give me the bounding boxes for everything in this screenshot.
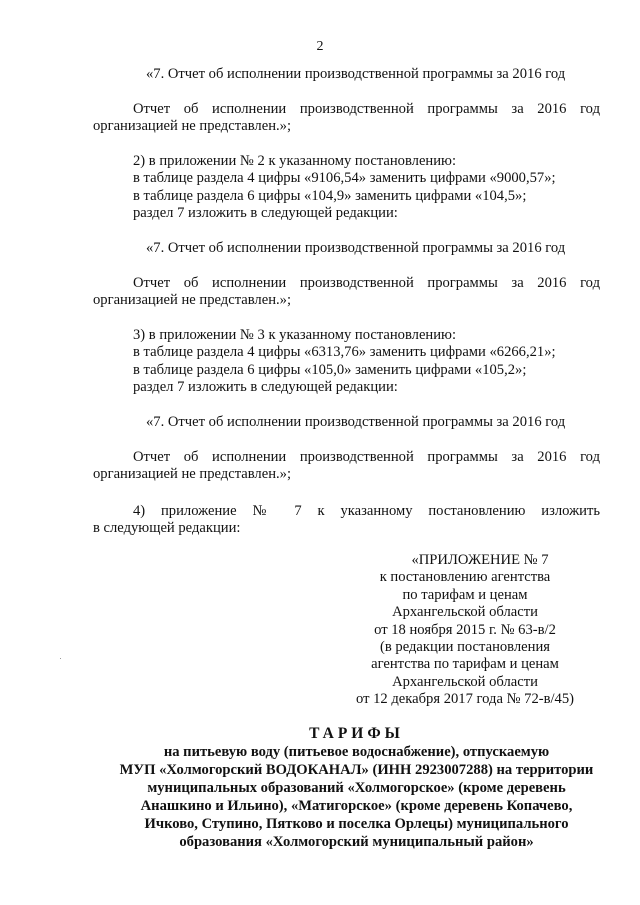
paragraph-line: Отчет об исполнении производственной программы за 2016 год bbox=[133, 449, 600, 465]
item-line: в таблице раздела 4 цифры «9106,54» заменить цифрами «9000,57»; bbox=[133, 170, 556, 187]
paragraph-line: организацией не представлен.»; bbox=[93, 118, 292, 135]
item-line: раздел 7 изложить в следующей редакции: bbox=[133, 205, 398, 222]
item-line: раздел 7 изложить в следующей редакции: bbox=[133, 379, 398, 396]
item-line: в таблице раздела 6 цифры «105,0» заменить цифрами «105,2»; bbox=[133, 361, 527, 378]
paragraph-line: 4) приложение № 7 к указанному постановлению изложить bbox=[133, 503, 600, 519]
appendix-line: Архангельской области bbox=[392, 604, 538, 621]
tariff-heading: ТАРИФЫ bbox=[309, 725, 404, 742]
appendix-block bbox=[330, 552, 600, 709]
appendix-line: (в редакции постановления bbox=[380, 639, 550, 656]
item-3 bbox=[93, 327, 600, 397]
section-paragraph-3 bbox=[93, 449, 600, 484]
paragraph-line: Отчет об исполнении производственной программы за 2016 год bbox=[133, 275, 600, 291]
appendix-title: «ПРИЛОЖЕНИЕ № 7 bbox=[411, 552, 549, 568]
paragraph-line: организацией не представлен.»; bbox=[93, 466, 292, 483]
appendix-line: агентства по тарифам и ценам bbox=[371, 656, 559, 673]
title-line: Анашкино и Ильино), «Матигорское» (кроме деревень Копачево, bbox=[140, 798, 573, 814]
paragraph-line: Отчет об исполнении производственной программы за 2016 год bbox=[133, 101, 600, 117]
title-line: Ичково, Ступино, Пятково и поселка Орлецы) муниципального bbox=[144, 816, 569, 832]
item-2 bbox=[93, 153, 600, 223]
appendix-line: Архангельской области bbox=[392, 673, 538, 690]
item-line: в таблице раздела 4 цифры «6313,76» заменить цифрами «6266,21»; bbox=[133, 344, 556, 361]
section-heading-3: «7. Отчет об исполнении производственной программы за 2016 год bbox=[146, 414, 566, 430]
tariff-title-block bbox=[93, 725, 620, 851]
section-paragraph-2 bbox=[93, 275, 600, 310]
item-intro: 2) в приложении № 2 к указанному постановлению: bbox=[133, 153, 457, 169]
appendix-line: по тарифам и ценам bbox=[402, 586, 528, 603]
item-line: в таблице раздела 6 цифры «104,9» заменить цифрами «104,5»; bbox=[133, 187, 527, 204]
section-heading-1: «7. Отчет об исполнении производственной программы за 2016 год bbox=[146, 66, 566, 82]
item-intro: 3) в приложении № 3 к указанному постановлению: bbox=[133, 327, 457, 343]
section-heading-2: «7. Отчет об исполнении производственной программы за 2016 год bbox=[146, 240, 566, 256]
appendix-line: от 12 декабря 2017 года № 72-в/45) bbox=[355, 691, 574, 708]
paragraph-line: в следующей редакции: bbox=[93, 520, 241, 537]
scan-mark bbox=[60, 658, 61, 659]
appendix-line: от 18 ноября 2015 г. № 63-в/2 bbox=[374, 621, 556, 638]
paragraph-line: организацией не представлен.»; bbox=[93, 292, 292, 309]
title-line: МУП «Холмогорский ВОДОКАНАЛ» (ИНН 2923007288) на территории bbox=[119, 762, 594, 778]
title-line: на питьевую воду (питьевое водоснабжение), отпускаемую bbox=[163, 744, 550, 760]
page-number: 2 bbox=[316, 39, 324, 54]
title-line: муниципальных образований «Холмогорское» (кроме деревень bbox=[147, 780, 566, 796]
appendix-line: к постановлению агентства bbox=[379, 569, 551, 586]
title-line: образования «Холмогорский муниципальный район» bbox=[179, 834, 534, 850]
section-paragraph-1 bbox=[93, 101, 600, 136]
item-4 bbox=[93, 503, 600, 538]
